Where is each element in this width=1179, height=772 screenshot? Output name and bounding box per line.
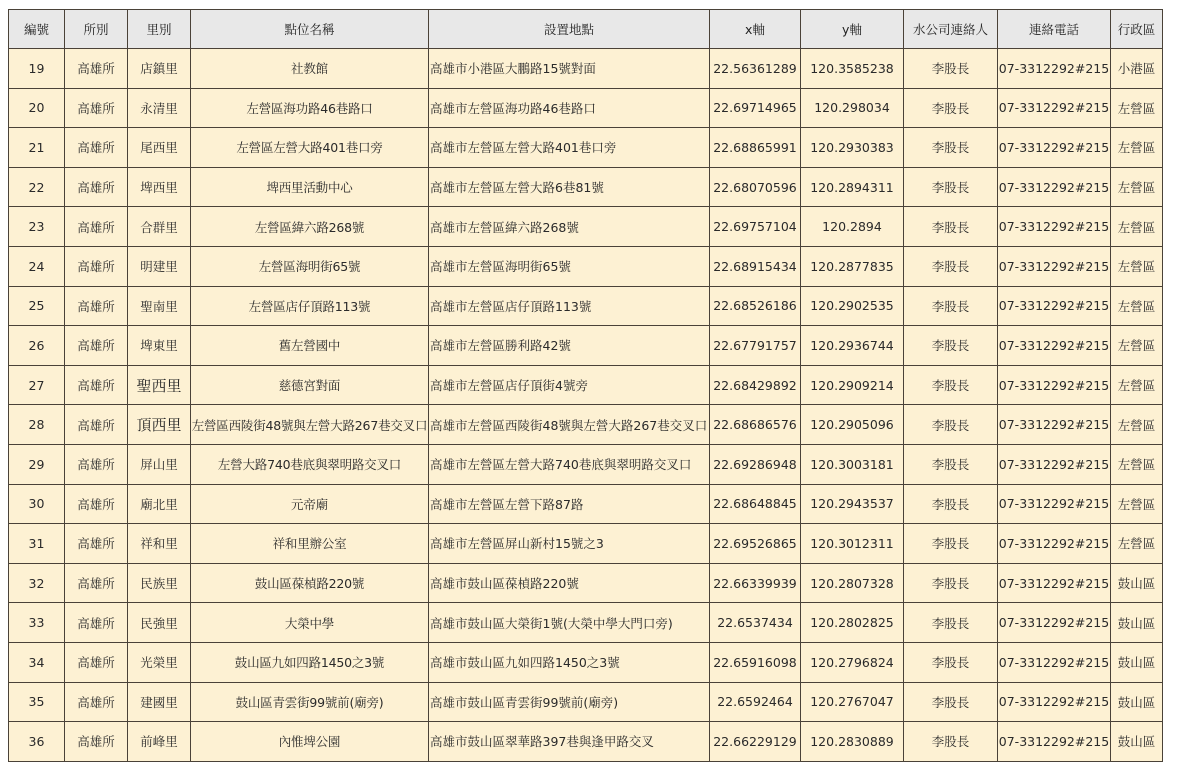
cell-y: 120.2830889 — [801, 722, 904, 762]
cell-location: 高雄市鼓山區青雲街99號前(廟旁) — [429, 682, 710, 722]
col-header-site-name: 點位名稱 — [191, 10, 429, 49]
cell-contact: 李股長 — [904, 246, 998, 286]
cell-district: 鼓山區 — [1111, 563, 1163, 603]
cell-district: 小港區 — [1111, 49, 1163, 89]
cell-phone: 07-3312292#215 — [998, 603, 1111, 643]
cell-village: 建國里 — [128, 682, 191, 722]
cell-phone: 07-3312292#215 — [998, 682, 1111, 722]
col-header-village: 里別 — [128, 10, 191, 49]
cell-contact: 李股長 — [904, 603, 998, 643]
cell-x: 22.69286948 — [710, 444, 801, 484]
cell-id: 27 — [9, 365, 65, 405]
cell-site-name: 祥和里辦公室 — [191, 524, 429, 564]
cell-office: 高雄所 — [65, 167, 128, 207]
cell-office: 高雄所 — [65, 286, 128, 326]
cell-x: 22.68915434 — [710, 246, 801, 286]
cell-location: 高雄市鼓山區九如四路1450之3號 — [429, 642, 710, 682]
cell-x: 22.66339939 — [710, 563, 801, 603]
cell-contact: 李股長 — [904, 49, 998, 89]
cell-phone: 07-3312292#215 — [998, 563, 1111, 603]
cell-y: 120.298034 — [801, 88, 904, 128]
cell-office: 高雄所 — [65, 642, 128, 682]
cell-x: 22.69714965 — [710, 88, 801, 128]
table-row — [9, 563, 1163, 603]
cell-office: 高雄所 — [65, 128, 128, 168]
cell-x: 22.68648845 — [710, 484, 801, 524]
table-row — [9, 167, 1163, 207]
cell-id: 29 — [9, 444, 65, 484]
cell-location: 高雄市左營區海明街65號 — [429, 246, 710, 286]
cell-location: 高雄市鼓山區葆楨路220號 — [429, 563, 710, 603]
cell-y: 120.2936744 — [801, 326, 904, 366]
cell-id: 25 — [9, 286, 65, 326]
table-row — [9, 405, 1163, 445]
cell-phone: 07-3312292#215 — [998, 405, 1111, 445]
cell-contact: 李股長 — [904, 642, 998, 682]
cell-site-name: 左營區店仔頂路113號 — [191, 286, 429, 326]
cell-village: 光榮里 — [128, 642, 191, 682]
cell-district: 左營區 — [1111, 524, 1163, 564]
cell-location: 高雄市左營區緯六路268號 — [429, 207, 710, 247]
cell-x: 22.68865991 — [710, 128, 801, 168]
cell-y: 120.2943537 — [801, 484, 904, 524]
col-header-district: 行政區 — [1111, 10, 1163, 49]
cell-y: 120.2807328 — [801, 563, 904, 603]
cell-location: 高雄市左營區左營大路401巷口旁 — [429, 128, 710, 168]
cell-district: 左營區 — [1111, 326, 1163, 366]
cell-village: 永清里 — [128, 88, 191, 128]
cell-office: 高雄所 — [65, 207, 128, 247]
table-row — [9, 603, 1163, 643]
cell-contact: 李股長 — [904, 484, 998, 524]
cell-x: 22.56361289 — [710, 49, 801, 89]
table-row — [9, 286, 1163, 326]
cell-y: 120.2902535 — [801, 286, 904, 326]
cell-x: 22.67791757 — [710, 326, 801, 366]
cell-office: 高雄所 — [65, 484, 128, 524]
cell-contact: 李股長 — [904, 286, 998, 326]
cell-phone: 07-3312292#215 — [998, 49, 1111, 89]
cell-location: 高雄市左營區左營大路6巷81號 — [429, 167, 710, 207]
cell-y: 120.2796824 — [801, 642, 904, 682]
cell-y: 120.3003181 — [801, 444, 904, 484]
table-row — [9, 484, 1163, 524]
cell-location: 高雄市左營區海功路46巷路口 — [429, 88, 710, 128]
cell-phone: 07-3312292#215 — [998, 444, 1111, 484]
table-row — [9, 326, 1163, 366]
cell-id: 32 — [9, 563, 65, 603]
cell-x: 22.68526186 — [710, 286, 801, 326]
cell-site-name: 舊左營國中 — [191, 326, 429, 366]
cell-x: 22.68070596 — [710, 167, 801, 207]
cell-contact: 李股長 — [904, 365, 998, 405]
table-row — [9, 49, 1163, 89]
cell-village: 頂西里 — [128, 405, 191, 445]
cell-office: 高雄所 — [65, 722, 128, 762]
cell-district: 左營區 — [1111, 444, 1163, 484]
cell-office: 高雄所 — [65, 524, 128, 564]
table-row — [9, 207, 1163, 247]
cell-village: 明建里 — [128, 246, 191, 286]
cell-y: 120.2767047 — [801, 682, 904, 722]
cell-site-name: 左營區左營大路401巷口旁 — [191, 128, 429, 168]
cell-village: 前峰里 — [128, 722, 191, 762]
cell-x: 22.69526865 — [710, 524, 801, 564]
cell-y: 120.2909214 — [801, 365, 904, 405]
cell-site-name: 左營區海明街65號 — [191, 246, 429, 286]
cell-y: 120.2894311 — [801, 167, 904, 207]
cell-district: 左營區 — [1111, 128, 1163, 168]
cell-district: 鼓山區 — [1111, 682, 1163, 722]
cell-phone: 07-3312292#215 — [998, 642, 1111, 682]
table-row — [9, 722, 1163, 762]
cell-district: 左營區 — [1111, 167, 1163, 207]
cell-id: 26 — [9, 326, 65, 366]
cell-x: 22.68686576 — [710, 405, 801, 445]
cell-phone: 07-3312292#215 — [998, 722, 1111, 762]
cell-phone: 07-3312292#215 — [998, 365, 1111, 405]
cell-district: 鼓山區 — [1111, 603, 1163, 643]
cell-village: 民強里 — [128, 603, 191, 643]
cell-contact: 李股長 — [904, 563, 998, 603]
cell-location: 高雄市鼓山區大榮街1號(大榮中學大門口旁) — [429, 603, 710, 643]
cell-district: 左營區 — [1111, 365, 1163, 405]
cell-village: 祥和里 — [128, 524, 191, 564]
cell-y: 120.2894 — [801, 207, 904, 247]
cell-office: 高雄所 — [65, 326, 128, 366]
cell-site-name: 內惟埤公園 — [191, 722, 429, 762]
table-row — [9, 682, 1163, 722]
cell-phone: 07-3312292#215 — [998, 524, 1111, 564]
cell-location: 高雄市左營區店仔頂街4號旁 — [429, 365, 710, 405]
cell-village: 聖西里 — [128, 365, 191, 405]
col-header-id: 編號 — [9, 10, 65, 49]
cell-site-name: 左營區西陵街48號與左營大路267巷交叉口 — [191, 405, 429, 445]
cell-id: 22 — [9, 167, 65, 207]
cell-village: 合群里 — [128, 207, 191, 247]
cell-office: 高雄所 — [65, 603, 128, 643]
cell-location: 高雄市左營區勝利路42號 — [429, 326, 710, 366]
cell-y: 120.3585238 — [801, 49, 904, 89]
header-row — [9, 10, 1163, 49]
table-row — [9, 88, 1163, 128]
cell-village: 尾西里 — [128, 128, 191, 168]
cell-district: 左營區 — [1111, 246, 1163, 286]
cell-contact: 李股長 — [904, 444, 998, 484]
col-header-location: 設置地點 — [429, 10, 710, 49]
cell-location: 高雄市左營區西陵街48號與左營大路267巷交叉口 — [429, 405, 710, 445]
cell-village: 埤西里 — [128, 167, 191, 207]
cell-location: 高雄市左營區屏山新村15號之3 — [429, 524, 710, 564]
cell-id: 34 — [9, 642, 65, 682]
cell-district: 左營區 — [1111, 484, 1163, 524]
cell-id: 28 — [9, 405, 65, 445]
cell-village: 屏山里 — [128, 444, 191, 484]
cell-id: 20 — [9, 88, 65, 128]
table-row — [9, 642, 1163, 682]
cell-site-name: 埤西里活動中心 — [191, 167, 429, 207]
water-station-table — [8, 9, 1163, 762]
cell-office: 高雄所 — [65, 682, 128, 722]
cell-location: 高雄市左營區店仔頂路113號 — [429, 286, 710, 326]
cell-site-name: 鼓山區青雲街99號前(廟旁) — [191, 682, 429, 722]
cell-site-name: 社教館 — [191, 49, 429, 89]
cell-contact: 李股長 — [904, 682, 998, 722]
cell-phone: 07-3312292#215 — [998, 246, 1111, 286]
table-row — [9, 246, 1163, 286]
cell-district: 鼓山區 — [1111, 722, 1163, 762]
cell-y: 120.2905096 — [801, 405, 904, 445]
cell-site-name: 元帝廟 — [191, 484, 429, 524]
cell-location: 高雄市左營區左營大路740巷底與翠明路交叉口 — [429, 444, 710, 484]
cell-office: 高雄所 — [65, 49, 128, 89]
cell-office: 高雄所 — [65, 88, 128, 128]
col-header-y: y軸 — [801, 10, 904, 49]
cell-office: 高雄所 — [65, 365, 128, 405]
cell-site-name: 慈德宮對面 — [191, 365, 429, 405]
cell-phone: 07-3312292#215 — [998, 167, 1111, 207]
cell-id: 19 — [9, 49, 65, 89]
cell-x: 22.6537434 — [710, 603, 801, 643]
cell-village: 埤東里 — [128, 326, 191, 366]
cell-site-name: 左營區海功路46巷路口 — [191, 88, 429, 128]
cell-district: 左營區 — [1111, 88, 1163, 128]
cell-y: 120.2930383 — [801, 128, 904, 168]
cell-office: 高雄所 — [65, 246, 128, 286]
col-header-x: x軸 — [710, 10, 801, 49]
cell-id: 33 — [9, 603, 65, 643]
cell-y: 120.3012311 — [801, 524, 904, 564]
cell-district: 左營區 — [1111, 207, 1163, 247]
cell-district: 左營區 — [1111, 286, 1163, 326]
cell-x: 22.66229129 — [710, 722, 801, 762]
cell-phone: 07-3312292#215 — [998, 286, 1111, 326]
cell-contact: 李股長 — [904, 167, 998, 207]
cell-x: 22.68429892 — [710, 365, 801, 405]
cell-district: 左營區 — [1111, 405, 1163, 445]
cell-site-name: 鼓山區九如四路1450之3號 — [191, 642, 429, 682]
cell-village: 民族里 — [128, 563, 191, 603]
cell-office: 高雄所 — [65, 444, 128, 484]
col-header-contact: 水公司連絡人 — [904, 10, 998, 49]
cell-id: 35 — [9, 682, 65, 722]
table-row — [9, 365, 1163, 405]
cell-village: 聖南里 — [128, 286, 191, 326]
cell-contact: 李股長 — [904, 722, 998, 762]
table-row — [9, 128, 1163, 168]
cell-location: 高雄市小港區大鵬路15號對面 — [429, 49, 710, 89]
cell-id: 31 — [9, 524, 65, 564]
cell-site-name: 鼓山區葆楨路220號 — [191, 563, 429, 603]
cell-contact: 李股長 — [904, 207, 998, 247]
cell-contact: 李股長 — [904, 128, 998, 168]
cell-phone: 07-3312292#215 — [998, 484, 1111, 524]
table-row — [9, 444, 1163, 484]
table-row — [9, 524, 1163, 564]
col-header-office: 所別 — [65, 10, 128, 49]
cell-contact: 李股長 — [904, 524, 998, 564]
cell-contact: 李股長 — [904, 326, 998, 366]
cell-y: 120.2802825 — [801, 603, 904, 643]
cell-id: 36 — [9, 722, 65, 762]
cell-office: 高雄所 — [65, 563, 128, 603]
cell-id: 30 — [9, 484, 65, 524]
cell-location: 高雄市鼓山區翠華路397巷與逢甲路交叉 — [429, 722, 710, 762]
cell-site-name: 大榮中學 — [191, 603, 429, 643]
cell-y: 120.2877835 — [801, 246, 904, 286]
cell-contact: 李股長 — [904, 405, 998, 445]
cell-phone: 07-3312292#215 — [998, 88, 1111, 128]
cell-district: 鼓山區 — [1111, 642, 1163, 682]
cell-contact: 李股長 — [904, 88, 998, 128]
cell-x: 22.65916098 — [710, 642, 801, 682]
cell-id: 23 — [9, 207, 65, 247]
cell-village: 店鎮里 — [128, 49, 191, 89]
cell-phone: 07-3312292#215 — [998, 207, 1111, 247]
cell-location: 高雄市左營區左營下路87路 — [429, 484, 710, 524]
cell-site-name: 左營區緯六路268號 — [191, 207, 429, 247]
cell-phone: 07-3312292#215 — [998, 128, 1111, 168]
cell-x: 22.6592464 — [710, 682, 801, 722]
col-header-phone: 連絡電話 — [998, 10, 1111, 49]
cell-phone: 07-3312292#215 — [998, 326, 1111, 366]
cell-office: 高雄所 — [65, 405, 128, 445]
cell-id: 21 — [9, 128, 65, 168]
cell-village: 廟北里 — [128, 484, 191, 524]
cell-x: 22.69757104 — [710, 207, 801, 247]
cell-id: 24 — [9, 246, 65, 286]
cell-site-name: 左營大路740巷底與翠明路交叉口 — [191, 444, 429, 484]
